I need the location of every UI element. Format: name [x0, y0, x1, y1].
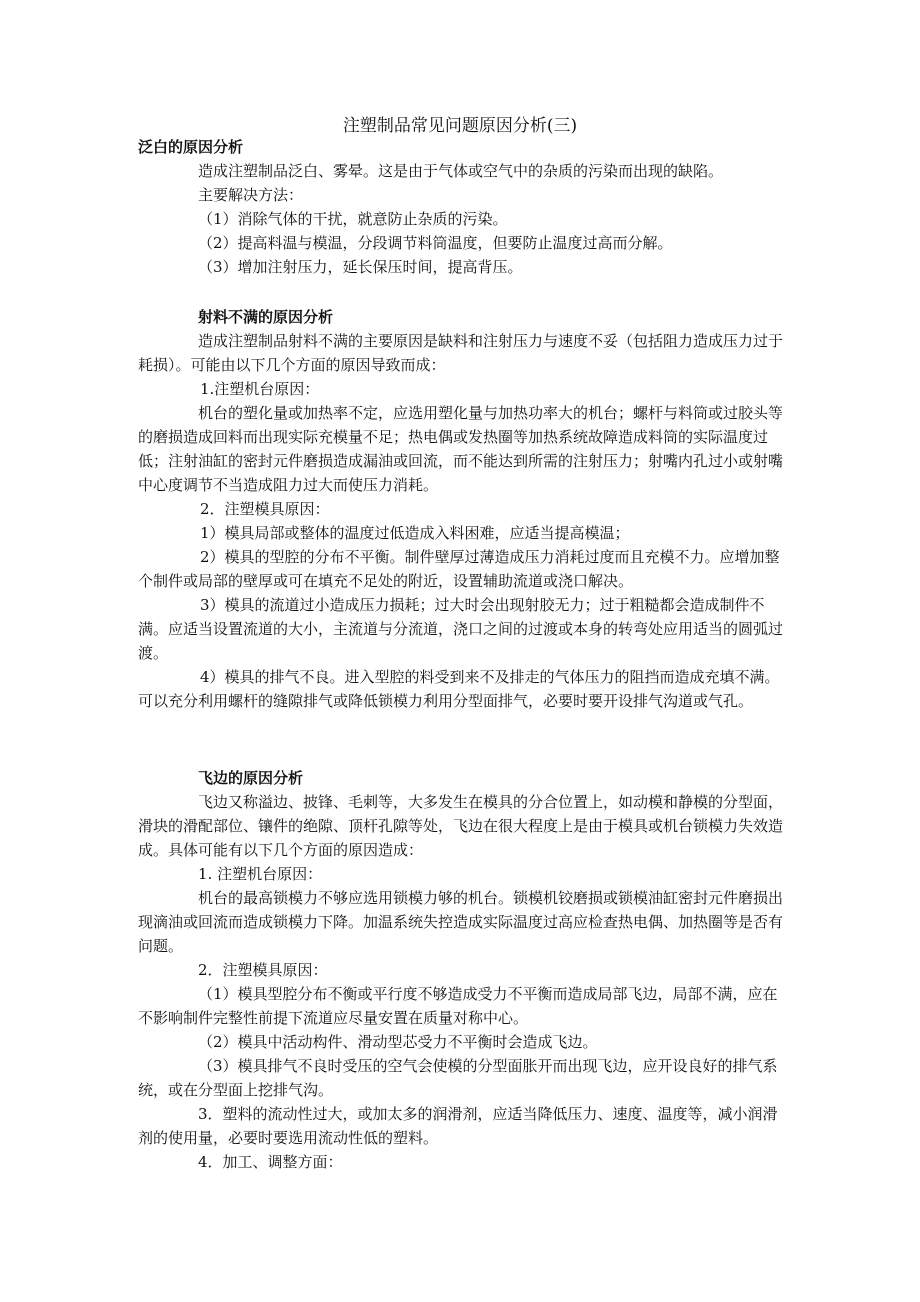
paragraph: （2）模具中活动构件、滑动型芯受力不平衡时会造成飞边。 — [198, 1033, 598, 1051]
paragraph: 机台的塑化量或加热率不定，应选用塑化量与加热功率大的机台；螺杆与料筒或过胶头等的磨损造成回料而出现实际充模量不足；热电偶或发热圈等加热系统故障造成料筒的实际温度过低；注射油缸的密封元件磨损造成漏油或回流，而不能达到所需的注射压力；射嘴内孔过小或射嘴中心度调节不当造成阻力过大而使压力消耗。 — [138, 404, 784, 494]
section-heading: 飞边的原因分析 — [198, 769, 304, 787]
paragraph: 2）模具的型腔的分布不平衡。制件壁厚过薄造成压力消耗过度而且充模不力。应增加整个制件或局部的壁厚或可在填充不足处的附近，设置辅助流道或浇口解决。 — [138, 548, 780, 590]
paragraph: 4）模具的排气不良。进入型腔的料受到来不及排走的气体压力的阻挡而造成充填不满。可以充分利用螺杆的缝隙排气或降低锁模力利用分型面排气，必要时要开设排气沟道或气孔。 — [138, 668, 780, 710]
paragraph: 1. 注塑机台原因： — [198, 865, 323, 883]
paragraph: 4．加工、调整方面： — [198, 1153, 343, 1171]
section-short-shot — [138, 305, 788, 713]
paragraph: 2．注塑模具原因： — [198, 961, 328, 979]
paragraph: （1）模具型腔分布不衡或平行度不够造成受力不平衡而造成局部飞边，局部不满，应在不影响制件完整性前提下流道应尽量安置在质量对称中心。 — [138, 985, 778, 1027]
section-whitening — [138, 135, 788, 279]
paragraph: 3）模具的流道过小造成压力损耗；过大时会出现射胶无力；过于粗糙都会造成制件不满。应适当设置流道的大小，主流道与分流道，浇口之间的过渡或本身的转弯处应用适当的圆弧过渡。 — [138, 596, 784, 662]
paragraph: （2）提高料温与模温，分段调节料筒温度，但要防止温度过高而分解。 — [198, 234, 673, 252]
paragraph: （3）增加注射压力，延长保压时间，提高背压。 — [198, 258, 523, 276]
paragraph: 2．注塑模具原因： — [200, 500, 330, 518]
paragraph: 1）模具局部或整体的温度过低造成入料困难，应适当提高模温； — [200, 524, 630, 542]
section-flash — [138, 766, 788, 1174]
paragraph: 机台的最高锁模力不够应选用锁模力够的机台。锁模机铰磨损或锁模油缸密封元件磨损出现滴油或回流而造成锁模力下降。加温系统失控造成实际温度过高应检查热电偶、加热圈等是否有问题。 — [138, 889, 784, 955]
paragraph: 造成注塑制品泛白、雾晕。这是由于气体或空气中的杂质的污染而出现的缺陷。 — [198, 162, 724, 180]
paragraph: 3．塑料的流动性过大，或加太多的润滑剂，应适当降低压力、速度、温度等，减小润滑剂的使用量，必要时要选用流动性低的塑料。 — [138, 1105, 778, 1147]
paragraph: 1.注塑机台原因： — [200, 380, 320, 398]
document-title: 注塑制品常见问题原因分析(三) — [342, 116, 578, 136]
paragraph: 飞边又称溢边、披锋、毛刺等，大多发生在模具的分合位置上，如动模和静模的分型面，滑块的滑配部位、镶件的绝隙、顶杆孔隙等处，飞边在很大程度上是由于模具或机台锁模力失效造成。具体可能有以下几个方面的原因造成： — [138, 793, 784, 859]
paragraph: 主要解决方法： — [198, 186, 304, 204]
section-heading: 射料不满的原因分析 — [198, 308, 334, 326]
paragraph: （1）消除气体的干扰，就意防止杂质的污染。 — [198, 210, 508, 228]
section-heading: 泛白的原因分析 — [138, 138, 244, 156]
paragraph: （3）模具排气不良时受压的空气会使模的分型面胀开而出现飞边，应开设良好的排气系统，或在分型面上挖排气沟。 — [138, 1057, 778, 1099]
paragraph: 造成注塑制品射料不满的主要原因是缺料和注射压力与速度不妥（包括阻力造成压力过于耗损）。可能由以下几个方面的原因导致而成： — [138, 332, 784, 374]
